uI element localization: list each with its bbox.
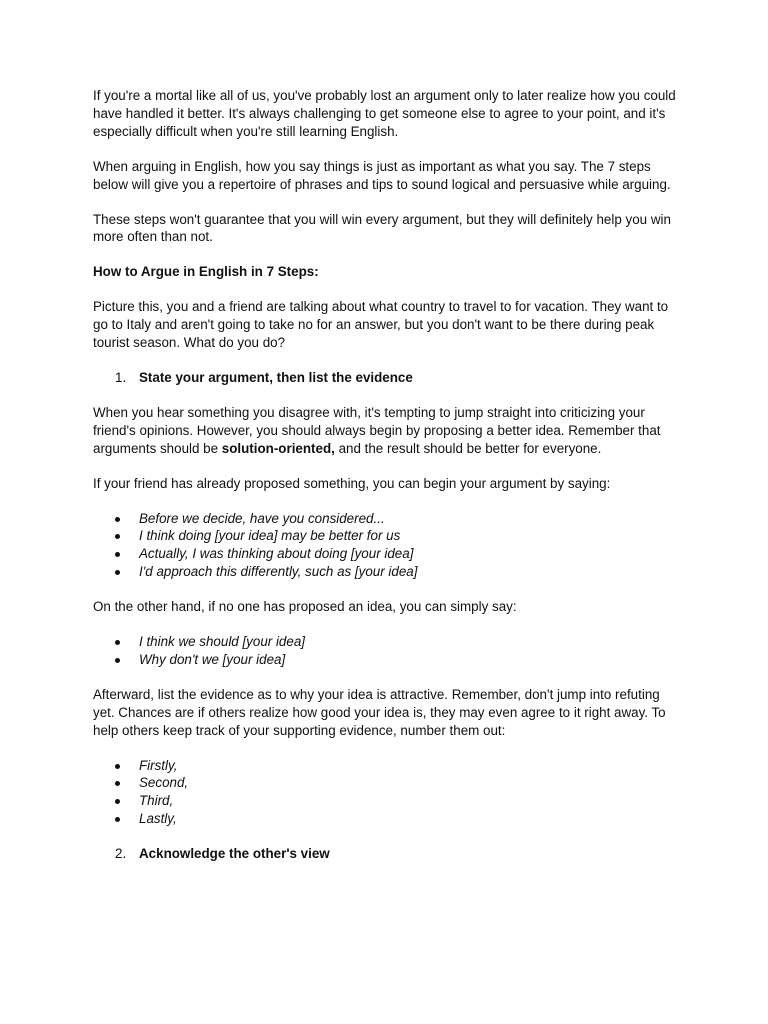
step-2-item	[93, 845, 678, 863]
scenario-paragraph: Picture this, you and a friend are talking about what country to travel to for vacation. They want to go to Italy and aren't going to take no for an answer, but you don't want to be there during peak tourist season. What do you do?	[93, 299, 669, 351]
step-1-p1-bold: solution-oriented,	[221, 440, 335, 456]
list-item: I think doing [your idea] may be better for us	[93, 527, 678, 545]
step-1-title: State your argument, then list the evidence	[139, 369, 413, 385]
phrase-list-new-idea	[93, 633, 678, 669]
step-1-paragraph-3: On the other hand, if no one has proposed an idea, you can simply say:	[93, 599, 517, 615]
step-1-p1-end: and the result should be better for everyone.	[334, 440, 602, 456]
list-item: I think we should [your idea]	[93, 633, 678, 651]
list-item: I'd approach this differently, such as [your idea]	[93, 563, 678, 581]
step-1-item	[93, 369, 678, 387]
step-2-number: 2.	[115, 846, 127, 862]
list-item: Actually, I was thinking about doing [your idea]	[93, 545, 678, 563]
list-item: Before we decide, have you considered...	[93, 510, 678, 528]
step-2-title: Acknowledge the other's view	[139, 846, 330, 862]
phrase-list-ordering	[93, 757, 678, 829]
step-1-number: 1.	[115, 369, 127, 385]
step-2-heading	[93, 845, 678, 863]
step-1-paragraph-2: If your friend has already proposed something, you can begin your argument by saying:	[93, 475, 611, 491]
list-item: Lastly,	[93, 810, 678, 828]
section-heading: How to Argue in English in 7 Steps:	[93, 264, 319, 280]
step-1-paragraph-4: Afterward, list the evidence as to why your idea is attractive. Remember, don't jump into refuting yet. Chances are if others realize how good your idea is, they may even agree to it right away. To help others keep track of your supporting evidence, number them out:	[93, 686, 666, 738]
phrase-list-proposed	[93, 510, 678, 582]
list-item: Firstly,	[93, 757, 678, 775]
list-item: Third,	[93, 792, 678, 810]
step-1-heading	[93, 369, 678, 387]
intro-paragraph-1: If you're a mortal like all of us, you've probably lost an argument only to later realize how you could have handled it better. It's always challenging to get someone else to agree to your point, and it's especially difficult when you're still learning English.	[93, 88, 676, 139]
list-item: Second,	[93, 774, 678, 792]
list-item: Why don't we [your idea]	[93, 651, 678, 669]
intro-paragraph-3: These steps won't guarantee that you will win every argument, but they will definitely help you win more often than not.	[93, 211, 671, 245]
intro-paragraph-2: When arguing in English, how you say things is just as important as what you say. The 7 steps below will give you a repertoire of phrases and tips to sound logical and persuasive while arguing.	[93, 158, 671, 192]
step-1-paragraph-1	[93, 404, 678, 458]
step-1-p1-text: When you hear something you disagree with, it's tempting to jump straight into criticizing your friend's opinions. However, you should always begin by proposing a better idea. Remember that arguments should be	[93, 404, 661, 456]
